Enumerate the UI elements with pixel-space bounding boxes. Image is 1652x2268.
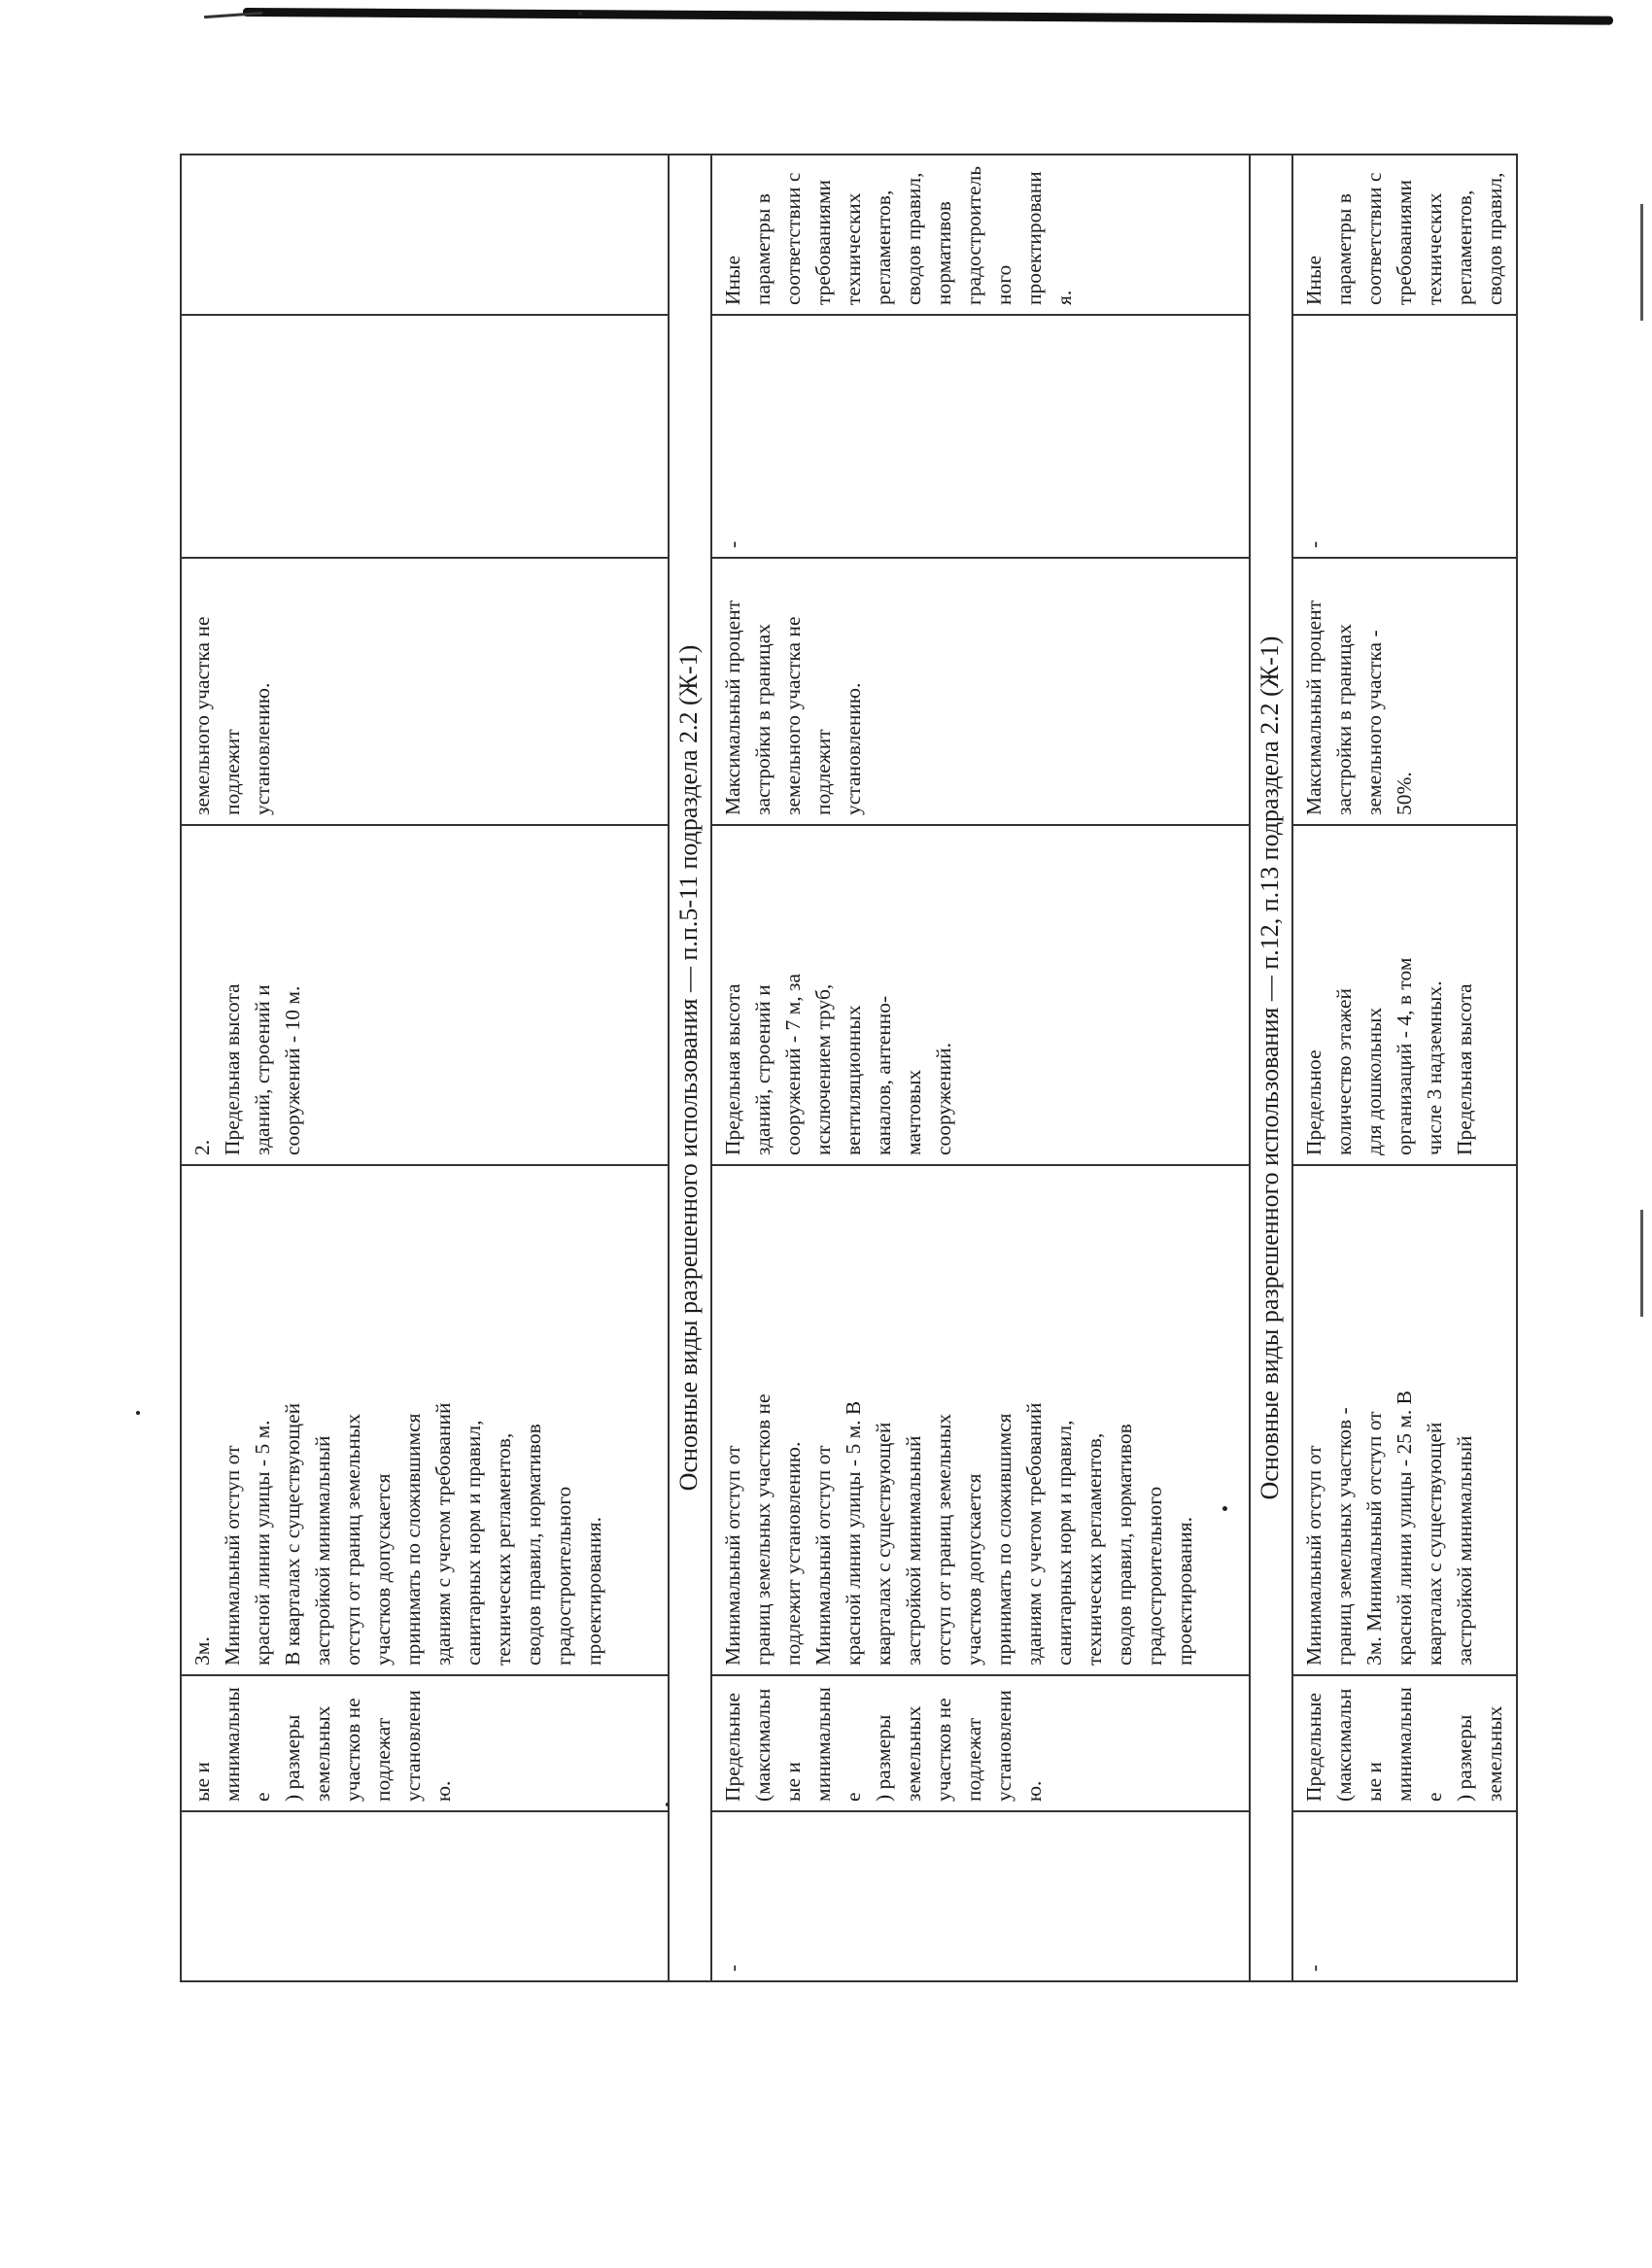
table-cell (181, 1811, 669, 1981)
table-cell: - (711, 315, 1250, 558)
table-row (711, 155, 1250, 1981)
scan-side-line (1640, 204, 1643, 321)
table-row (181, 155, 669, 1981)
table-cell: Предельные (максимальн ые и минимальные ) размеры земельных (1292, 1675, 1517, 1811)
table-cell: ые и минимальные ) размеры земельных участков не подлежат установлени ю. (181, 1675, 669, 1811)
table-cell (181, 155, 669, 315)
table-cell: 2. Предельная высота зданий, строений и сооружений - 10 м. (181, 825, 669, 1165)
section-header-row (669, 155, 711, 1981)
scan-speck (136, 1411, 140, 1415)
scan-edge-bar (243, 8, 1613, 25)
scan-side-line (1640, 1210, 1643, 1317)
section-heading: Основные виды разрешенного использования — п.12, п.13 подраздела 2.2 (Ж-1) (1250, 155, 1292, 1981)
table-cell: - (1292, 315, 1517, 558)
table-cell: Предельное количество этажей для дошкольных организаций - 4, в том числе 3 надземных. Предельная высота (1292, 825, 1517, 1165)
table-cell: - (1292, 1811, 1517, 1981)
section-header-row (1250, 155, 1292, 1981)
table-cell: 3м. Минимальный отступ от красной линии улицы - 5 м. В кварталах с существующей застройкой минимальный отступ от границ земельных участков допускается принимать по сложившимся зданиям с учетом требований санитарных норм и правил, технических регламентов, сводов правил, нормативов градостроительного проектирования. (181, 1165, 669, 1675)
scan-speck (578, 12, 582, 16)
rotated-table-page (180, 155, 1506, 1982)
table-cell: Максимальный процент застройки в границах земельного участка - 50%. (1292, 558, 1517, 825)
table-cell: Максимальный процент застройки в границах земельного участка не подлежит установлению. (711, 558, 1250, 825)
table-row (1292, 155, 1517, 1981)
scan-edge-tail (204, 12, 262, 18)
table-cell: Минимальный отступ от границ земельных участков не подлежит установлению. Минимальный отступ от красной линии улицы - 5 м. В кварталах с существующей застройкой минимальный отступ от границ земельных участков допускается принимать по сложившимся зданиям с учетом требований санитарных норм и правил, технических регламентов, сводов правил, нормативов градостроительного проектирования. (711, 1165, 1250, 1675)
table-cell: Иные параметры в соответствии с требованиями технических регламентов, сводов правил, (1292, 155, 1517, 315)
table-cell: - (711, 1811, 1250, 1981)
regulations-table (180, 154, 1518, 1982)
table-cell: земельного участка не подлежит установлению. (181, 558, 669, 825)
table-cell: Иные параметры в соответствии с требованиями технических регламентов, сводов правил, нормативов градостроительного проектирования. (711, 155, 1250, 315)
section-heading: Основные виды разрешенного использования — п.п.5-11 подраздела 2.2 (Ж-1) (669, 155, 711, 1981)
table-cell (181, 315, 669, 558)
table-cell: Предельная высота зданий, строений и сооружений - 7 м, за исключением труб, вентиляционных каналов, антенно- мачтовых сооружений. (711, 825, 1250, 1165)
table-cell: Предельные (максимальн ые и минимальные ) размеры земельных участков не подлежат установлени ю. (711, 1675, 1250, 1811)
table-cell: Минимальный отступ от границ земельных участков - 3м. Минимальный отступ от красной линии улицы - 25 м. В кварталах с существующей застройкой минимальный (1292, 1165, 1517, 1675)
